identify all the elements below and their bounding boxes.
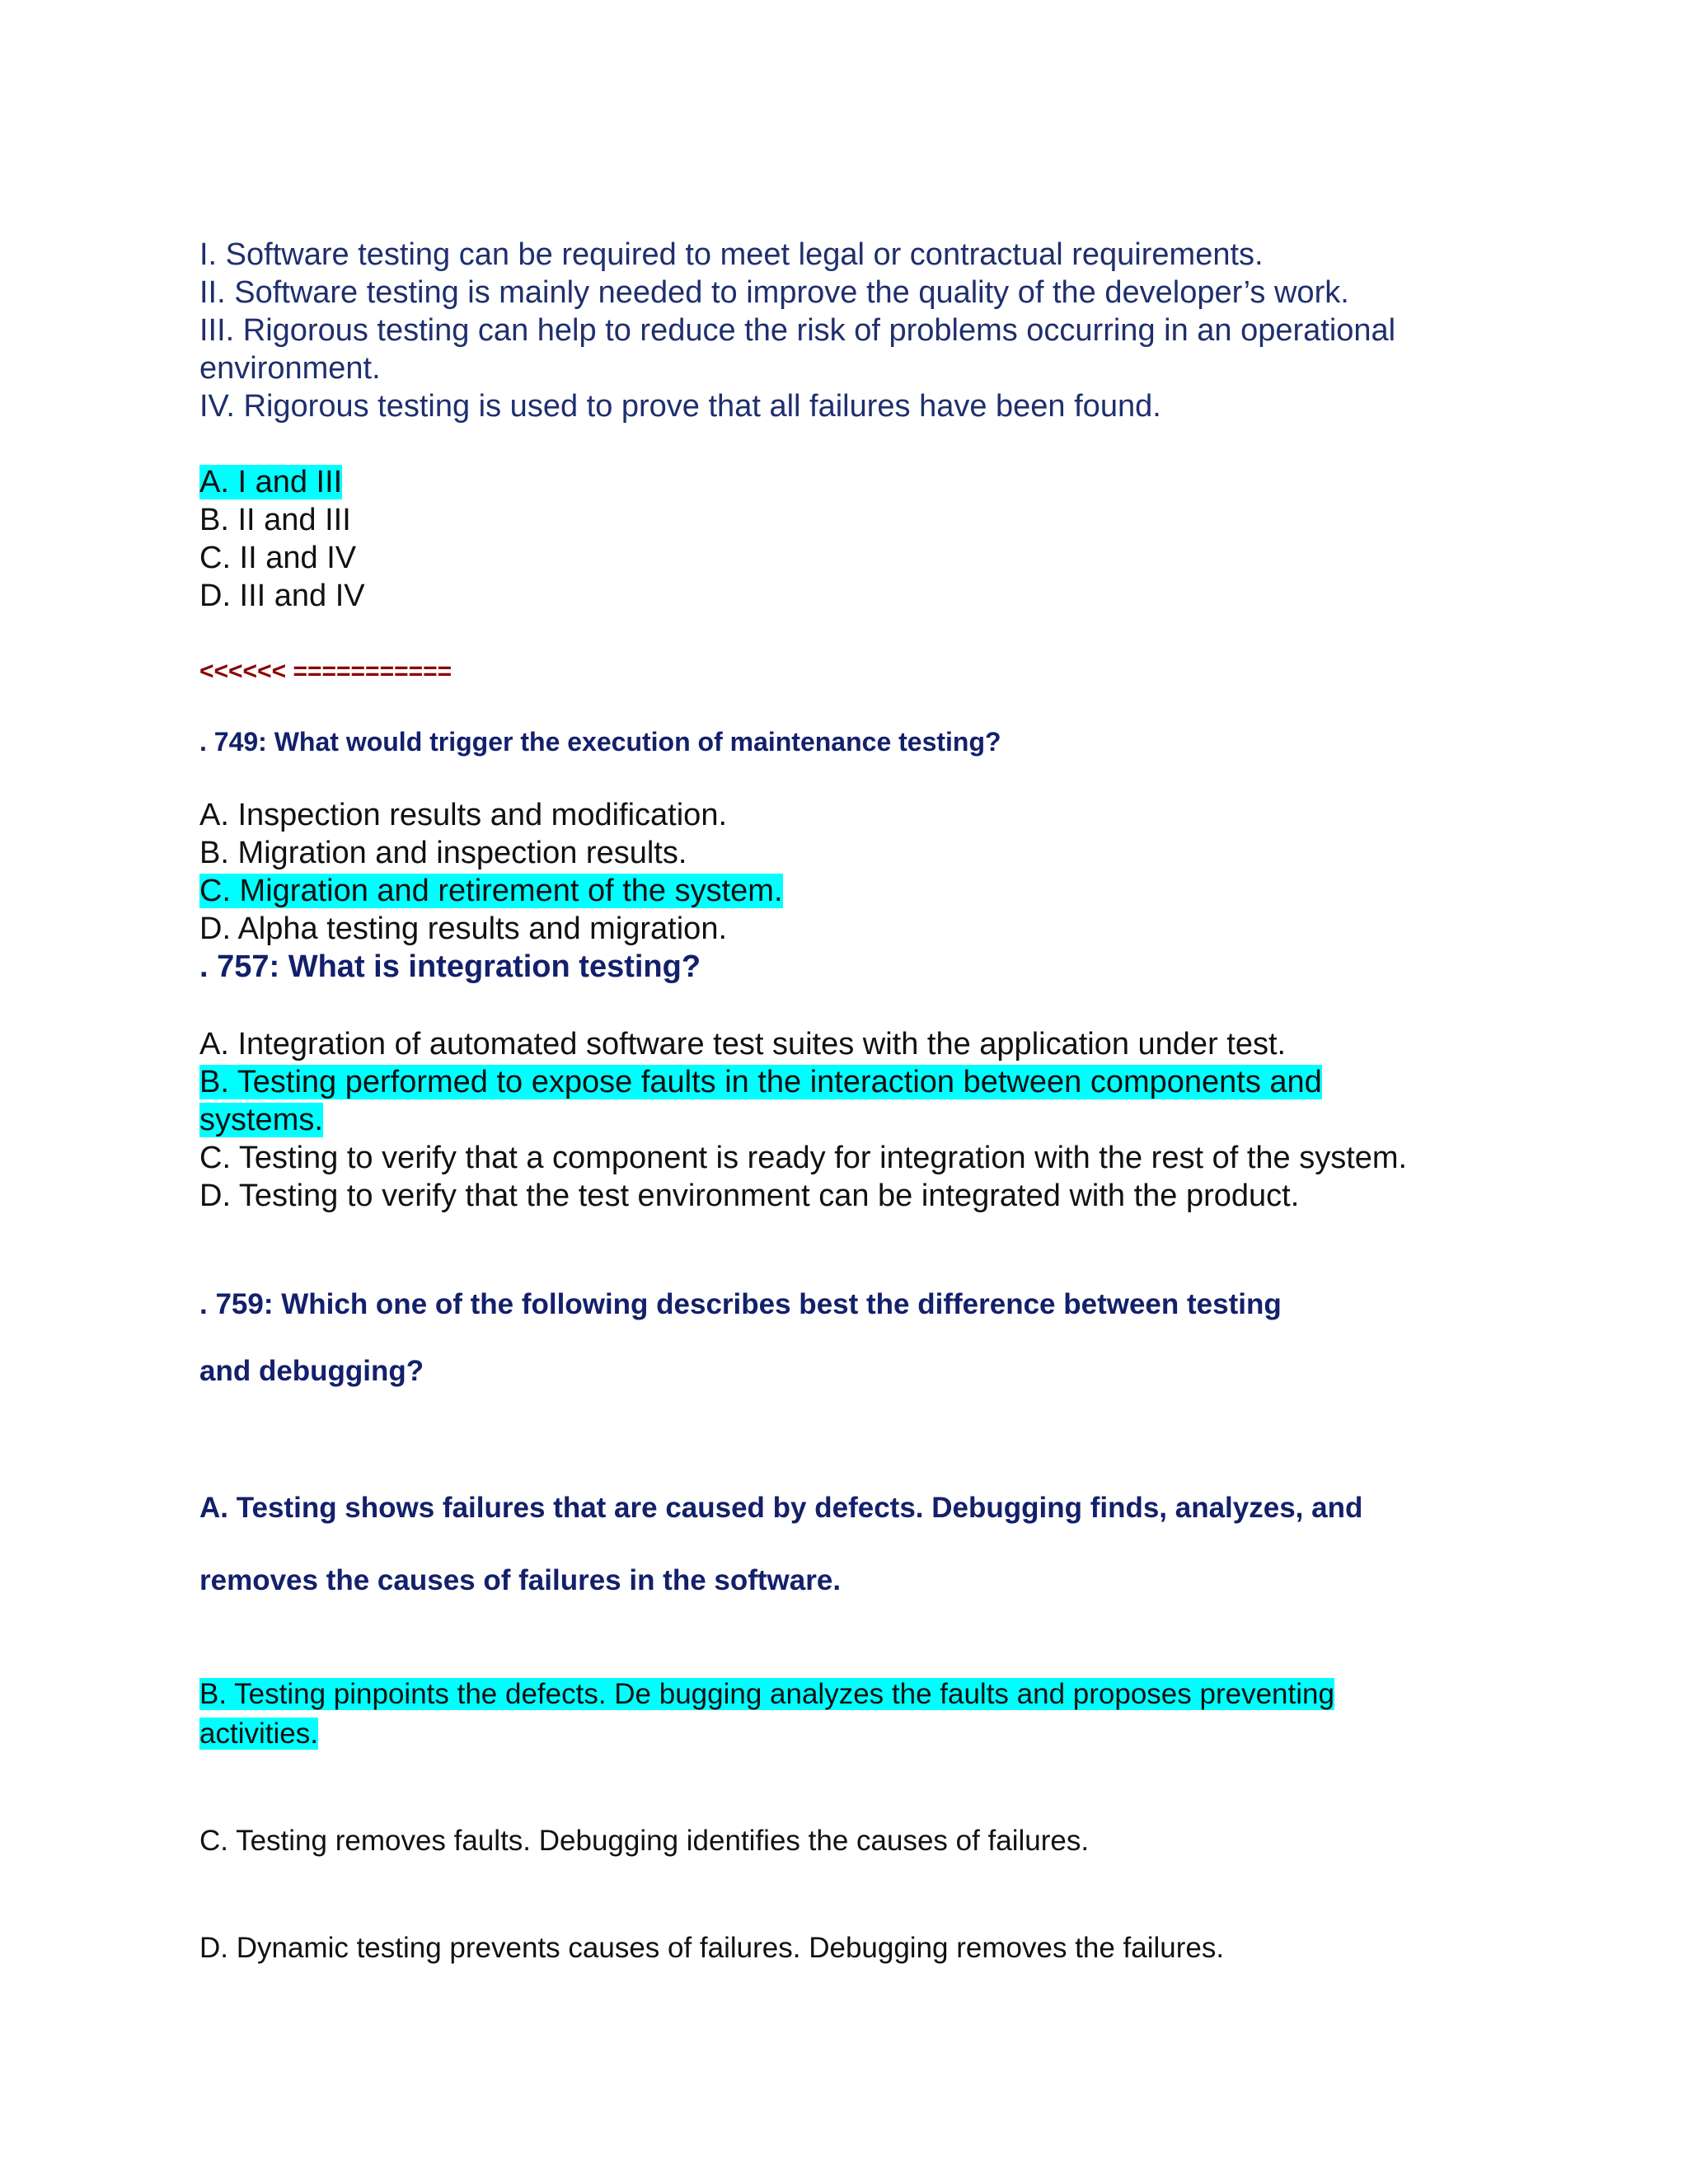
statement-1: I. Software testing can be required to meet legal or contractual requirements. (199, 237, 1264, 272)
question-759-cont: and debugging? (199, 1355, 424, 1387)
option-a-correct: A. I and III (199, 465, 343, 499)
question-759: . 759: Which one of the following describes best the difference between testing (199, 1288, 1282, 1320)
q759-option-c: C. Testing removes faults. Debugging identifies the causes of failures. (199, 1825, 1090, 1857)
q749-option-b: B. Migration and inspection results. (199, 836, 687, 870)
statement-2: II. Software testing is mainly needed to improve the quality of the developer’s work. (199, 275, 1349, 310)
question-749: . 749: What would trigger the execution of maintenance testing? (199, 727, 1001, 757)
separator: <<<<<< =========== (199, 658, 452, 685)
q749-option-c-correct: C. Migration and retirement of the system. (199, 874, 783, 908)
q757-option-c: C. Testing to verify that a component is ready for integration with the rest of the system. (199, 1141, 1408, 1175)
q759-option-b-cont: activities. (199, 1718, 318, 1750)
q757-option-a: A. Integration of automated software test suites with the application under test. (199, 1027, 1287, 1062)
q759-option-a-cont: removes the causes of failures in the software. (199, 1564, 842, 1596)
option-b: B. II and III (199, 503, 351, 537)
q749-option-a: A. Inspection results and modification. (199, 798, 728, 832)
option-c: C. II and IV (199, 541, 357, 575)
q759-option-b-correct: B. Testing pinpoints the defects. De bugging analyzes the faults and proposes preventing (199, 1678, 1334, 1710)
option-d: D. III and IV (199, 579, 365, 613)
statement-3: III. Rigorous testing can help to reduce the risk of problems occurring in an operational (199, 313, 1396, 348)
question-757: . 757: What is integration testing? (199, 949, 701, 984)
statement-3-cont: environment. (199, 351, 381, 386)
q757-option-d: D. Testing to verify that the test environment can be integrated with the product. (199, 1179, 1300, 1213)
q757-option-b-correct: B. Testing performed to expose faults in the interaction between components and (199, 1065, 1322, 1099)
statement-4: IV. Rigorous testing is used to prove that all failures have been found. (199, 389, 1161, 424)
q759-option-d: D. Dynamic testing prevents causes of failures. Debugging removes the failures. (199, 1932, 1225, 1964)
q759-option-a: A. Testing shows failures that are caused by defects. Debugging finds, analyzes, and (199, 1492, 1363, 1524)
q749-option-d: D. Alpha testing results and migration. (199, 912, 728, 946)
q757-option-b-cont: systems. (199, 1103, 323, 1137)
